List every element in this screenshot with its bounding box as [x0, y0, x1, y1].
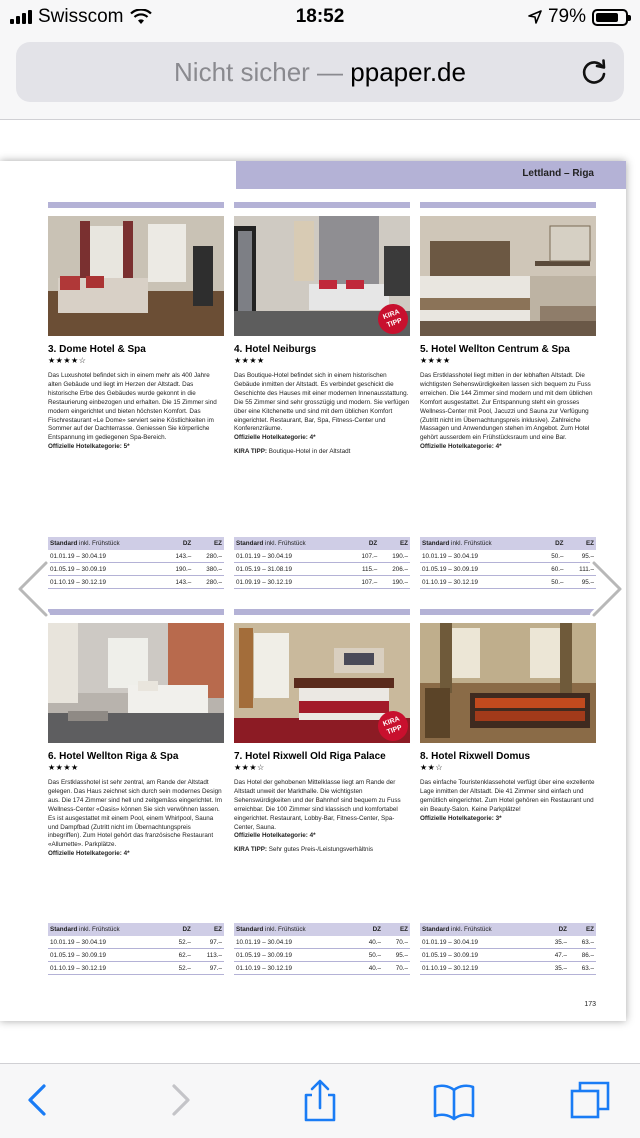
kira-tipp-badge: KIRA TIPP: [374, 300, 410, 336]
cell-period: 01.05.19 – 30.09.19: [420, 949, 542, 962]
cell-period: 01.01.19 – 30.04.19: [48, 550, 163, 563]
table-row: [234, 962, 410, 975]
price-table: [420, 923, 596, 975]
hotel-stars: ★★☆: [420, 763, 444, 772]
header-ez: EZ: [383, 923, 410, 936]
kira-tipp: [234, 846, 410, 853]
hotel-card-5: [420, 202, 596, 452]
header-ez: EZ: [566, 537, 597, 550]
hotel-description: Das einfache Touristenklassehotel verfügt über eine exzellente Lage inmitten der Altstadt. Die 41 Zimmer sind einfach und gemütlich eingerichtet. Zum Hotel gehören ein Restaurant und ein Beauty-Salon. Keine Parkplätze!: [420, 779, 595, 813]
price-table: [420, 537, 596, 589]
header-standard: Standard: [236, 926, 264, 933]
hotel-title: 4. Hotel Neiburgs: [234, 344, 317, 355]
hotel-description: Das Luxushotel befindet sich in einem mehr als 400 Jahre alten Gebäude und liegt im Herzen der Altstadt. Das historische Erbe des Gebäudes wurde gekonnt in die Restaurierung einbezogen und erhalten. Die 15 Zimmer sind modern eingerichtet und bieten höchsten Komfort. Das Fischrestaurant «Le Dome» serviert seine Köstlichkeiten im Sommer auf der Dachterrasse. Geniessen Sie körperliche Entspannung im gediegenen Spa-Bereich.: [48, 372, 217, 442]
price-table: [234, 537, 410, 589]
cell-dz: 35.–: [542, 936, 569, 949]
kira-tipp-text: Boutique-Hotel in der Altstadt: [268, 448, 351, 456]
cell-period: 01.05.19 – 30.09.19: [48, 563, 163, 576]
battery-percent: 79%: [547, 6, 586, 27]
address-bar: [0, 36, 640, 120]
hotel-title: 3. Dome Hotel & Spa: [48, 344, 146, 355]
hotel-description: Das Boutique-Hotel befindet sich in einem historischen Gebäude inmitten der Altstadt. Es verbindet geschickt die Geschichte des Hauses mit einer modernen Innenausstattung. Die 55 Zimmer sind sehr grosszügig und modern. Sie verfügen über eine Kitchenette und sind mit dem üblichen Komfort eingerichtet. Restaurant, Bar, Spa, Fitness-Center und Konferenzräume.: [234, 372, 409, 433]
table-header: [420, 537, 539, 550]
cell-ez: 190.–: [379, 576, 410, 589]
hotel-card-6: [48, 609, 224, 859]
location-arrow-icon: [528, 10, 542, 24]
cell-period: 10.01.19 – 30.04.19: [48, 936, 167, 949]
cell-dz: 143.–: [163, 550, 194, 563]
header-breakfast: inkl. Frühstück: [451, 926, 492, 933]
cell-period: 01.05.19 – 30.09.19: [234, 949, 356, 962]
cell-dz: 35.–: [542, 962, 569, 975]
prev-page-arrow-icon[interactable]: [14, 559, 54, 619]
table-row: [420, 563, 596, 576]
bottom-toolbar: [0, 1063, 640, 1138]
cell-period: 01.01.19 – 30.04.19: [234, 550, 349, 563]
header-ez: EZ: [193, 537, 224, 550]
hotel-category: Offizielle Hotelkategorie: 5*: [48, 443, 130, 451]
hotel-category: Offizielle Hotelkategorie: 3*: [420, 814, 502, 822]
header-breakfast: inkl. Frühstück: [265, 926, 306, 933]
header-standard: Standard: [236, 540, 264, 547]
cell-dz: 143.–: [163, 576, 194, 589]
table-header: [234, 537, 349, 550]
table-row: [48, 936, 224, 949]
url-field[interactable]: [16, 42, 624, 102]
header-dz: DZ: [542, 923, 569, 936]
card-bar: [420, 609, 596, 615]
clock: 18:52: [295, 6, 345, 27]
not-secure-label: Nicht sicher —: [174, 57, 344, 87]
cell-period: 01.09.19 – 30.12.19: [234, 576, 349, 589]
card-bar: [234, 202, 410, 208]
header-standard: Standard: [422, 540, 450, 547]
hotel-title: 5. Hotel Wellton Centrum & Spa: [420, 344, 570, 355]
battery-icon: [592, 9, 628, 26]
cell-dz: 52.–: [167, 962, 193, 975]
cell-dz: 107.–: [349, 550, 380, 563]
hotel-photo: [48, 216, 224, 336]
cell-period: 01.01.19 – 30.04.19: [420, 936, 542, 949]
domain-label: ppaper.de: [350, 57, 466, 87]
web-content[interactable]: [0, 121, 640, 1063]
table-row: [420, 949, 596, 962]
table-row: [234, 949, 410, 962]
page-number: 173: [584, 1001, 596, 1008]
reload-icon[interactable]: [578, 56, 610, 88]
table-row: [48, 550, 224, 563]
cell-dz: 50.–: [539, 550, 565, 563]
next-page-arrow-icon[interactable]: [586, 559, 626, 619]
card-bar: [48, 202, 224, 208]
cell-period: 10.01.19 – 30.04.19: [420, 550, 539, 563]
cell-dz: 50.–: [539, 576, 565, 589]
hotel-description: Das Hotel der gehobenen Mittelklasse liegt am Rande der Altstadt unweit der Markthalle. Die wichtigsten Sehenswürdigkeiten und der Bahnhof sind bequem zu Fuss erreichbar. Die 100 Zimmer sind klassisch und komfortabel eingerichtet. Restaurant, Lobby-Bar, Fitness-Center, Spa-Center, Sauna.: [234, 779, 401, 831]
table-row: [420, 576, 596, 589]
hotel-stars: ★★★★: [234, 356, 265, 365]
cell-ez: 280.–: [193, 576, 224, 589]
carrier-label: Swisscom: [38, 6, 124, 27]
page-header: Lettland – Riga: [522, 168, 594, 179]
cell-dz: 47.–: [542, 949, 569, 962]
cell-ez: 70.–: [383, 962, 410, 975]
header-breakfast: inkl. Frühstück: [265, 540, 306, 547]
cell-dz: 62.–: [167, 949, 193, 962]
cell-ez: 113.–: [193, 949, 224, 962]
cell-dz: 52.–: [167, 936, 193, 949]
header-dz: DZ: [356, 923, 383, 936]
cell-dz: 107.–: [349, 576, 380, 589]
header-breakfast: inkl. Frühstück: [79, 926, 120, 933]
kira-tipp-text: Sehr gutes Preis-/Leistungsverhältnis: [268, 846, 374, 854]
table-row: [234, 550, 410, 563]
table-row: [234, 576, 410, 589]
hotel-card-7: [234, 609, 410, 853]
header-standard: Standard: [422, 926, 450, 933]
table-row: [420, 962, 596, 975]
kira-tipp-badge: KIRA TIPP: [374, 707, 410, 743]
hotel-stars: ★★★★: [420, 356, 451, 365]
header-dz: DZ: [163, 537, 194, 550]
header-breakfast: inkl. Frühstück: [79, 540, 120, 547]
cell-ez: 95.–: [383, 949, 410, 962]
table-row: [48, 576, 224, 589]
cell-dz: 40.–: [356, 936, 383, 949]
header-dz: DZ: [539, 537, 565, 550]
cell-ez: 86.–: [569, 949, 596, 962]
table-row: [48, 962, 224, 975]
cell-period: 01.10.19 – 30.12.19: [48, 962, 167, 975]
table-row: [234, 936, 410, 949]
cell-period: 01.05.19 – 30.09.19: [420, 563, 539, 576]
hotel-stars: ★★★★☆: [48, 356, 87, 365]
kira-tipp: [234, 448, 410, 455]
cell-dz: 60.–: [539, 563, 565, 576]
header-ez: EZ: [569, 923, 596, 936]
price-table: [48, 923, 224, 975]
cell-period: 01.05.19 – 31.08.19: [234, 563, 349, 576]
share-icon[interactable]: [298, 1078, 342, 1122]
brochure-page: [0, 161, 626, 1021]
hotel-category: Offizielle Hotelkategorie: 4*: [234, 832, 316, 840]
hotel-title: 8. Hotel Rixwell Domus: [420, 751, 531, 762]
cell-ez: 70.–: [383, 936, 410, 949]
header-dz: DZ: [167, 923, 193, 936]
chevron-right-icon[interactable]: [158, 1078, 202, 1122]
cell-ez: 280.–: [193, 550, 224, 563]
status-bar: [0, 0, 640, 36]
hotel-description: Das Erstklasshotel ist sehr zentral, am Rande der Altstadt gelegen. Das Haus zeichnet sich durch sein modernes Design aus. Die 174 Zimmer sind hell und zeitgemäss eingerichtet. Im Wellness-Center «Oasis» können Sie sich verwöhnen lassen. Es ist ausgestattet mit einem Pool, einem Whirlpool, Sauna und Dampfbad (Zutritt nicht im Übernachtungspreis inbegriffen). Zum Hotel gehört das französische Restaurant «Allumette». Parkplätze.: [48, 779, 222, 849]
hotel-stars: ★★★☆: [234, 763, 265, 772]
hotel-stars: ★★★★: [48, 763, 79, 772]
cell-ez: 63.–: [569, 962, 596, 975]
hotel-description: Das Erstklasshotel liegt mitten in der lebhaften Altstadt. Die wichtigsten Sehenswürdigkeiten lassen sich bequem zu Fuss erreichen. Die 144 Zimmer sind modern und mit dem üblichen Komfort ausgestattet. Zur Entspannung steht ein grosses Wellness-Center mit Pool, Jacuzzi und Sauna zur Verfügung (Zutritt nicht im Übernachtungspreis inklusive). Zahlreiche Massagen und Anwendungen stehen im Angebot. Zum Hotel gehört ausserdem ein Frühstücksraum und eine Bar.: [420, 372, 593, 442]
header-breakfast: inkl. Frühstück: [451, 540, 492, 547]
cell-ez: 97.–: [193, 962, 224, 975]
hotel-category: Offizielle Hotelkategorie: 4*: [48, 850, 130, 858]
card-bar: [48, 609, 224, 615]
table-row: [420, 936, 596, 949]
header-standard: Standard: [50, 540, 78, 547]
hotel-card-4: [234, 202, 410, 455]
card-bar: [420, 202, 596, 208]
table-row: [234, 563, 410, 576]
cell-ez: 111.–: [566, 563, 597, 576]
status-right: [528, 6, 628, 28]
kira-tipp-label: KIRA TIPP:: [234, 448, 268, 456]
cell-period: 01.10.19 – 30.12.19: [420, 576, 539, 589]
header-band: [236, 161, 626, 189]
cell-ez: 95.–: [566, 550, 597, 563]
hotel-photo: [48, 623, 224, 743]
cell-period: 01.05.19 – 30.09.19: [48, 949, 167, 962]
table-row: [48, 949, 224, 962]
kira-tipp-label: KIRA TIPP:: [234, 846, 268, 854]
cell-period: 10.01.19 – 30.04.19: [234, 936, 356, 949]
table-row: [420, 550, 596, 563]
table-header: [420, 923, 542, 936]
book-icon[interactable]: [432, 1078, 476, 1122]
cell-ez: 63.–: [569, 936, 596, 949]
cell-dz: 115.–: [349, 563, 380, 576]
url-text: [16, 57, 624, 88]
header-dz: DZ: [349, 537, 380, 550]
cell-period: 01.10.19 – 30.12.19: [420, 962, 542, 975]
hotel-card-3: [48, 202, 224, 452]
cell-period: 01.10.19 – 30.12.19: [234, 962, 356, 975]
card-bar: [234, 609, 410, 615]
table-header: [48, 923, 167, 936]
hotel-category: Offizielle Hotelkategorie: 4*: [234, 434, 316, 442]
header-standard: Standard: [50, 926, 78, 933]
hotel-card-8: [420, 609, 596, 824]
header-ez: EZ: [379, 537, 410, 550]
hotel-photo: [420, 623, 596, 743]
table-header: [234, 923, 356, 936]
hotel-photo: [234, 216, 410, 336]
hotel-title: 6. Hotel Wellton Riga & Spa: [48, 751, 179, 762]
price-table: [48, 537, 224, 589]
battery-level: [596, 13, 618, 22]
hotel-photo: [420, 216, 596, 336]
hotel-photo: [234, 623, 410, 743]
table-row: [48, 563, 224, 576]
cell-ez: 380.–: [193, 563, 224, 576]
header-ez: EZ: [193, 923, 224, 936]
cell-dz: 190.–: [163, 563, 194, 576]
cell-dz: 40.–: [356, 962, 383, 975]
hotel-title: 7. Hotel Rixwell Old Riga Palace: [234, 751, 386, 762]
cell-ez: 190.–: [379, 550, 410, 563]
hotel-category: Offizielle Hotelkategorie: 4*: [420, 443, 502, 451]
cell-dz: 50.–: [356, 949, 383, 962]
price-table: [234, 923, 410, 975]
cell-ez: 97.–: [193, 936, 224, 949]
chevron-left-icon[interactable]: [16, 1078, 60, 1122]
cell-ez: 206.–: [379, 563, 410, 576]
cell-period: 01.10.19 – 30.12.19: [48, 576, 163, 589]
table-header: [48, 537, 163, 550]
cell-ez: 95.–: [566, 576, 597, 589]
tabs-icon[interactable]: [568, 1078, 612, 1122]
